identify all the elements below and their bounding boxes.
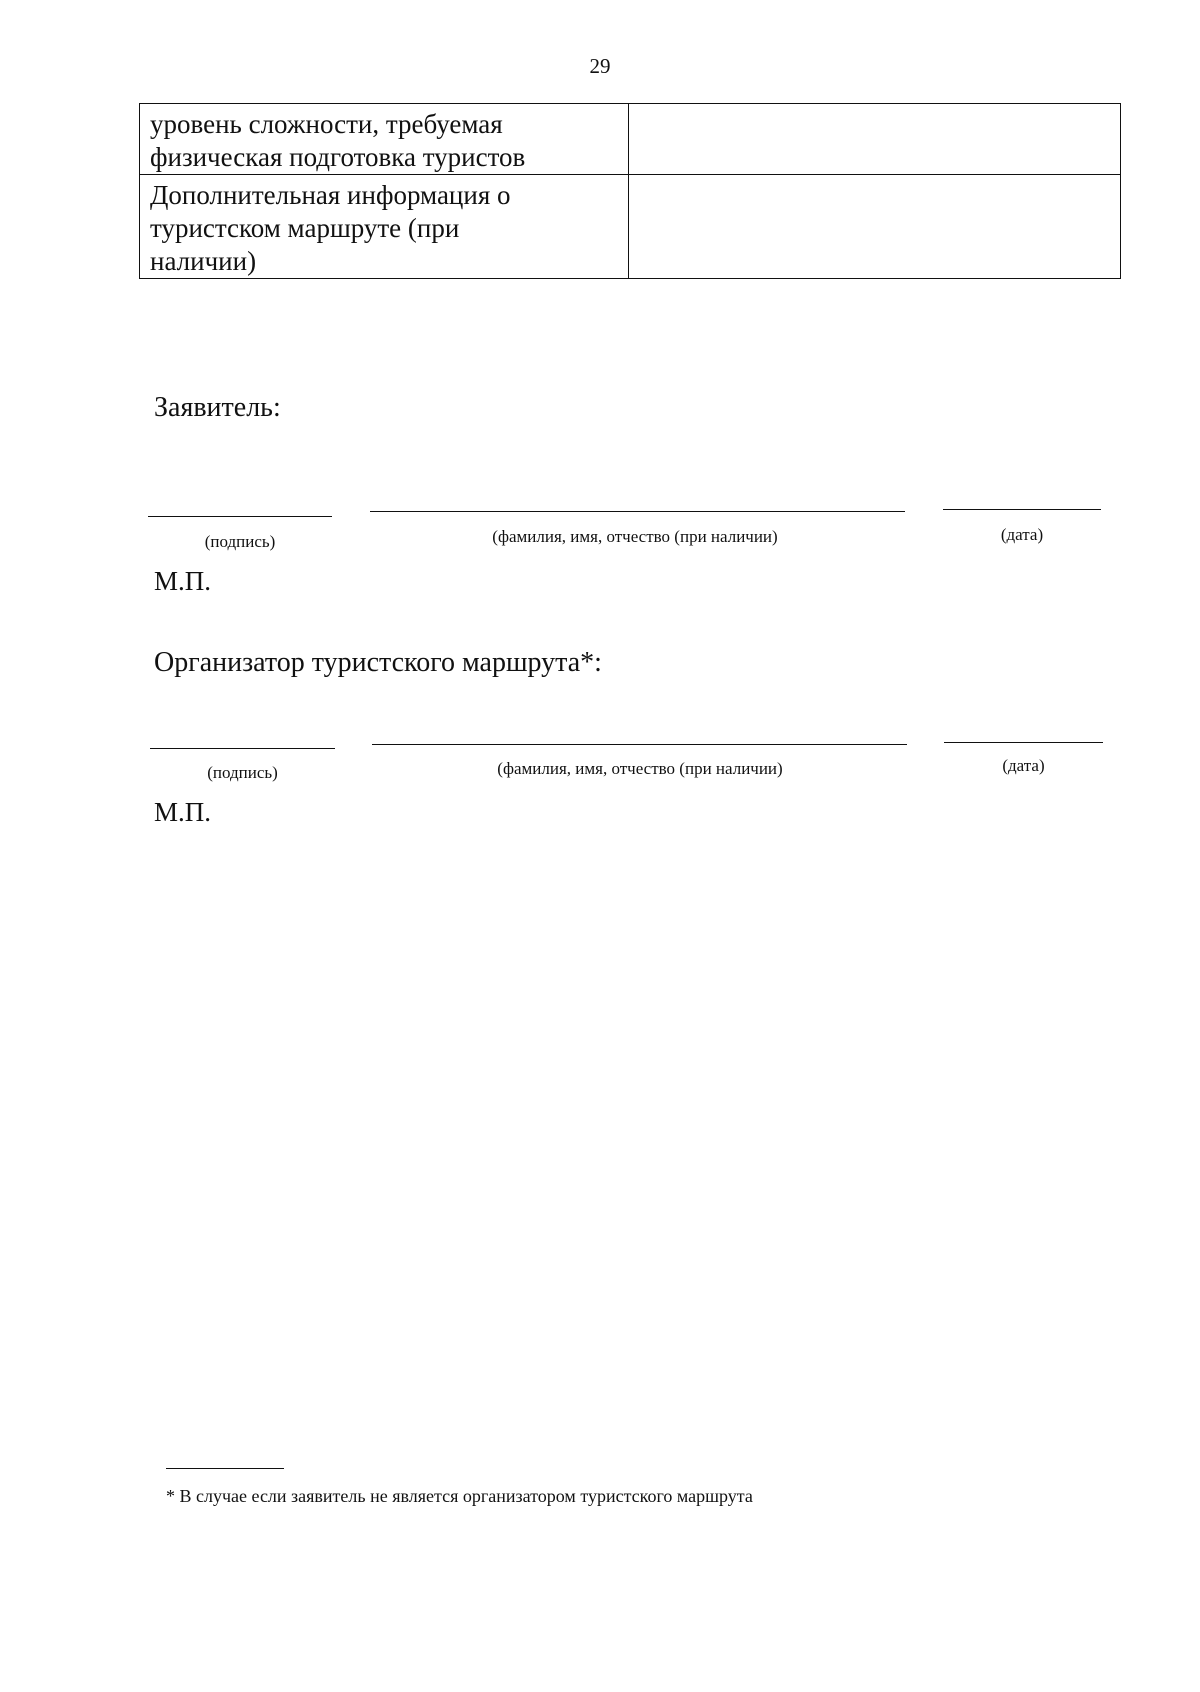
- difficulty-level-value[interactable]: [629, 104, 1121, 175]
- difficulty-level-label: уровень сложности, требуемая физическая подготовка туристов: [140, 104, 629, 175]
- table-row: [140, 104, 1121, 175]
- applicant-date-caption: (дата): [1000, 525, 1044, 544]
- applicant-stamp-label: М.П.: [154, 566, 212, 596]
- footnote-text: * В случае если заявитель не является организатором туристского маршрута: [166, 1486, 753, 1506]
- organizer-name-caption: (фамилия, имя, отчество (при наличии): [497, 759, 783, 778]
- footnote-rule: [166, 1468, 284, 1469]
- organizer-signature-line[interactable]: [150, 748, 335, 749]
- applicant-signature-caption: (подпись): [204, 532, 276, 551]
- applicant-signature-line[interactable]: [148, 516, 332, 517]
- organizer-heading: Организатор туристского маршрута*:: [154, 647, 602, 678]
- organizer-name-line[interactable]: [372, 744, 907, 745]
- page-number: 29: [589, 54, 611, 78]
- applicant-name-line[interactable]: [370, 511, 905, 512]
- additional-info-value[interactable]: [629, 175, 1121, 279]
- route-info-table: [139, 103, 1121, 279]
- organizer-date-caption: (дата): [1002, 756, 1045, 775]
- table-row: [140, 175, 1121, 279]
- applicant-name-caption: (фамилия, имя, отчество (при наличии): [492, 527, 778, 546]
- additional-info-label: Дополнительная информация о туристском маршруте (при наличии): [140, 175, 629, 279]
- applicant-heading: Заявитель:: [154, 392, 281, 423]
- organizer-signature-caption: (подпись): [207, 763, 278, 782]
- organizer-stamp-label: М.П.: [154, 797, 212, 827]
- applicant-date-line[interactable]: [943, 509, 1101, 510]
- organizer-date-line[interactable]: [944, 742, 1103, 743]
